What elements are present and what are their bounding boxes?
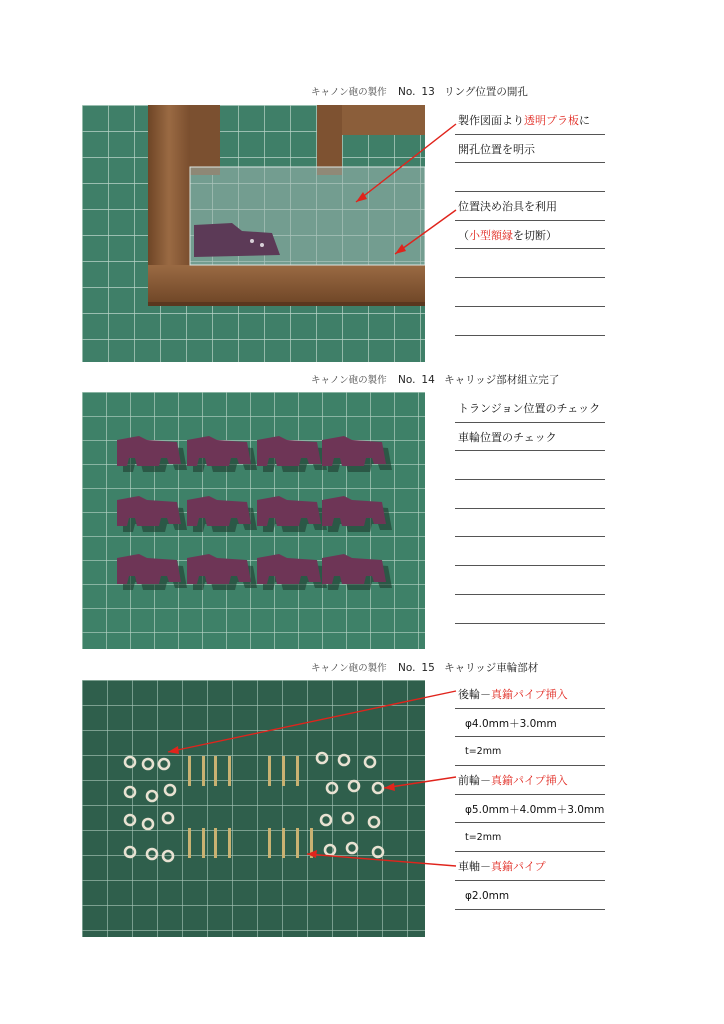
note-line: 製作図面より透明プラ板に xyxy=(455,106,605,135)
note-line xyxy=(455,480,605,509)
section-prefix: キャノン砲の製作 xyxy=(311,663,387,674)
note-line: 開孔位置を明示 xyxy=(455,135,605,164)
note-line: φ4.0mm＋3.0mm xyxy=(455,709,605,738)
note-line xyxy=(455,278,605,307)
section-title: キャリッジ部材組立完了 xyxy=(444,374,560,386)
note-line: 後輪－真鍮パイプ挿入 xyxy=(455,680,605,709)
section-no-label: No. 13 xyxy=(397,86,435,98)
callout-arrows-15 xyxy=(0,660,724,940)
section-no-label: No. 14 xyxy=(397,374,435,386)
note-line xyxy=(455,537,605,566)
note-line: t=2mm xyxy=(455,823,605,852)
note-line: φ2.0mm xyxy=(455,881,605,910)
note-line: トランジョン位置のチェック xyxy=(455,394,605,423)
note-line xyxy=(455,509,605,538)
note-line: t=2mm xyxy=(455,737,605,766)
section-prefix: キャノン砲の製作 xyxy=(311,375,387,386)
note-line: （小型額縁を切断） xyxy=(455,221,605,250)
note-line: 位置決め治具を利用 xyxy=(455,192,605,221)
note-line xyxy=(455,595,605,624)
section-prefix: キャノン砲の製作 xyxy=(311,87,387,98)
note-line xyxy=(455,249,605,278)
notes-14 xyxy=(455,394,605,624)
photo-carriage-parts xyxy=(82,392,425,649)
note-line: 前輪－真鍮パイプ挿入 xyxy=(455,766,605,795)
notes-15 xyxy=(455,680,605,910)
section-no-label: No. 15 xyxy=(397,662,435,674)
note-line: 車輪位置のチェック xyxy=(455,423,605,452)
callout-arrows-13 xyxy=(0,0,724,400)
section-14-heading xyxy=(311,372,559,387)
note-line xyxy=(455,307,605,336)
section-title: リング位置の開孔 xyxy=(444,86,528,98)
section-title: キャリッジ車輪部材 xyxy=(444,662,539,674)
note-line xyxy=(455,451,605,480)
notes-13 xyxy=(455,106,605,336)
note-line xyxy=(455,163,605,192)
note-line: 車軸－真鍮パイプ xyxy=(455,852,605,881)
note-line: φ5.0mm＋4.0mm＋3.0mm xyxy=(455,795,605,824)
note-line xyxy=(455,566,605,595)
